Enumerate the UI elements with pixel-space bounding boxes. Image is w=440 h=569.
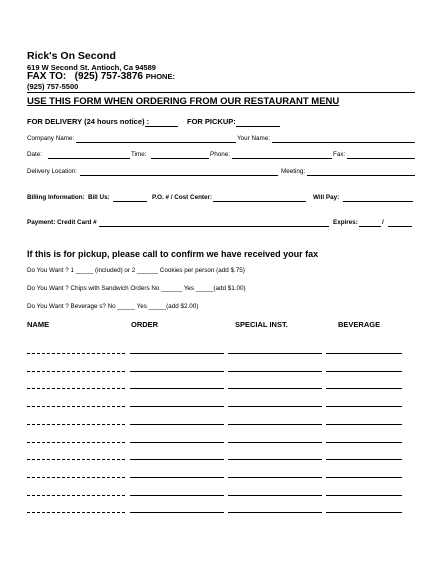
cookies-question: Do You Want ? 1 _____ (included) or 2 ______ Cookies per person (add $.75) (27, 267, 245, 274)
order-beverage-field[interactable] (326, 512, 402, 513)
time-label: Time: (131, 151, 147, 158)
credit-card-label: Payment: Credit Card # (27, 219, 97, 226)
order-order-field[interactable] (130, 512, 224, 513)
order-special-inst-field[interactable] (228, 424, 322, 425)
order-order-field[interactable] (130, 371, 224, 372)
order-beverage-field[interactable] (326, 424, 402, 425)
your-name-label: Your Name: (237, 135, 271, 142)
order-beverage-field[interactable] (326, 495, 402, 496)
date-field[interactable] (48, 158, 130, 159)
po-cost-center-field[interactable] (213, 201, 306, 202)
order-beverage-field[interactable] (326, 353, 402, 354)
order-special-inst-field[interactable] (228, 459, 322, 460)
expires-month-field[interactable] (359, 226, 381, 227)
order-special-inst-field[interactable] (228, 442, 322, 443)
delivery-location-label: Delivery Location: (27, 168, 78, 175)
credit-card-field[interactable] (99, 226, 329, 227)
order-order-field[interactable] (130, 495, 224, 496)
phone-field[interactable] (232, 158, 332, 159)
order-order-field[interactable] (130, 424, 224, 425)
column-header-beverage: BEVERAGE (338, 320, 381, 329)
fax-field[interactable] (347, 158, 415, 159)
order-order-field[interactable] (130, 459, 224, 460)
order-order-field[interactable] (130, 388, 224, 389)
po-cost-center-label: P.O. # / Cost Center: (152, 194, 213, 201)
expires-label: Expires: (333, 219, 358, 226)
date-label: Date: (27, 151, 43, 158)
beverage-question: Do You Want ? Beverage s? No _____ Yes _____(add $2.00) (27, 303, 199, 310)
order-order-field[interactable] (130, 406, 224, 407)
expires-slash: / (382, 219, 384, 226)
order-special-inst-field[interactable] (228, 512, 322, 513)
order-special-inst-field[interactable] (228, 495, 322, 496)
order-special-inst-field[interactable] (228, 371, 322, 372)
header-divider (27, 92, 415, 93)
order-name-field[interactable] (27, 406, 125, 407)
business-name: Rick's On Second (27, 50, 116, 62)
business-address: 619 W Second St. Antioch, Ca 94589 (27, 63, 156, 72)
order-beverage-field[interactable] (326, 371, 402, 372)
pickup-label: FOR PICKUP: (187, 117, 236, 126)
fax-label-field: Fax: (333, 151, 346, 158)
delivery-label: FOR DELIVERY (24 hours notice) : (27, 117, 150, 126)
order-beverage-field[interactable] (326, 477, 402, 478)
column-header-special-inst: SPECIAL INST. (235, 320, 288, 329)
order-special-inst-field[interactable] (228, 353, 322, 354)
phone-number: (925) 757-5500 (27, 82, 79, 91)
order-order-field[interactable] (130, 353, 224, 354)
fax-number: (925) 757-3876 (74, 71, 143, 82)
order-name-field[interactable] (27, 442, 125, 443)
meeting-field[interactable] (307, 175, 415, 176)
order-special-inst-field[interactable] (228, 477, 322, 478)
order-beverage-field[interactable] (326, 459, 402, 460)
fax-label: FAX TO: (27, 71, 67, 82)
column-header-order: ORDER (131, 320, 159, 329)
bill-us-label: Bill Us: (88, 194, 110, 201)
order-special-inst-field[interactable] (228, 406, 322, 407)
column-header-name: NAME (27, 320, 50, 329)
order-order-field[interactable] (130, 477, 224, 478)
order-name-field[interactable] (27, 388, 125, 389)
order-name-field[interactable] (27, 512, 125, 513)
order-name-field[interactable] (27, 495, 125, 496)
order-beverage-field[interactable] (326, 442, 402, 443)
phone-label-field: Phone: (210, 151, 230, 158)
order-name-field[interactable] (27, 353, 125, 354)
order-order-field[interactable] (130, 442, 224, 443)
order-name-field[interactable] (27, 424, 125, 425)
order-special-inst-field[interactable] (228, 388, 322, 389)
bill-us-field[interactable] (113, 201, 147, 202)
order-name-field[interactable] (27, 371, 125, 372)
delivery-field[interactable] (145, 126, 178, 127)
chips-question: Do You Want ? Chips with Sandwich Orders No ______ Yes _____(add $1.00) (27, 285, 246, 292)
will-pay-label: Will Pay: (313, 194, 340, 201)
will-pay-field[interactable] (343, 201, 413, 202)
pickup-field[interactable] (236, 126, 280, 127)
your-name-field[interactable] (272, 142, 415, 143)
pickup-notice: If this is for pickup, please call to confirm we have received your fax (27, 249, 319, 259)
time-field[interactable] (151, 158, 209, 159)
fax-line (27, 71, 175, 82)
order-beverage-field[interactable] (326, 388, 402, 389)
meeting-label: Meeting: (281, 168, 306, 175)
company-name-label: Company Name: (27, 135, 75, 142)
company-name-field[interactable] (76, 142, 236, 143)
order-name-field[interactable] (27, 477, 125, 478)
form-title: USE THIS FORM WHEN ORDERING FROM OUR RESTAURANT MENU (27, 96, 340, 107)
phone-label: PHONE: (145, 72, 175, 81)
expires-year-field[interactable] (388, 226, 412, 227)
delivery-location-field[interactable] (80, 175, 278, 176)
order-name-field[interactable] (27, 459, 125, 460)
billing-info-label: Billing Information: (27, 194, 85, 201)
order-beverage-field[interactable] (326, 406, 402, 407)
